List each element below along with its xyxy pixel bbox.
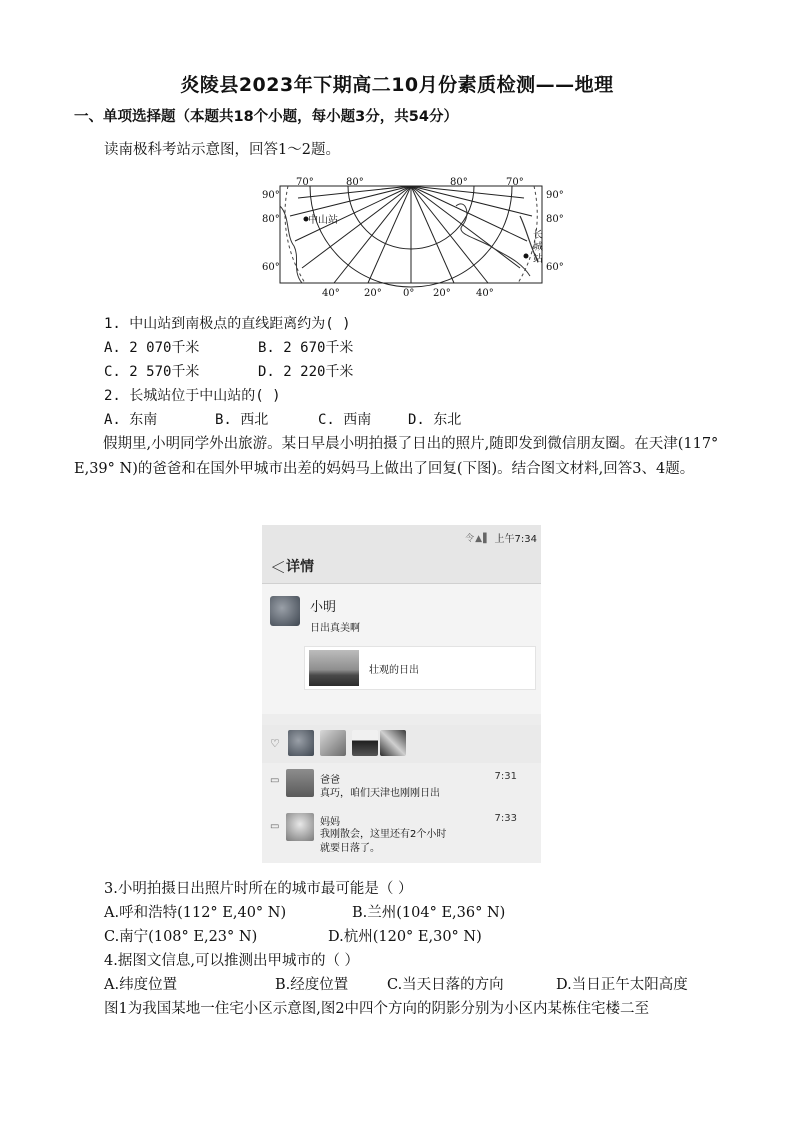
- q1-option-d: D. 2 220千米: [258, 364, 354, 380]
- bottom-label-5: 40°: [476, 288, 494, 299]
- signal-icon: 令▲▌: [465, 534, 491, 544]
- like-avatar[interactable]: [320, 730, 346, 756]
- left-label-2: 80°: [262, 214, 280, 225]
- likes-row: [262, 725, 541, 763]
- like-avatar[interactable]: [380, 730, 406, 756]
- shared-link-card[interactable]: [304, 646, 536, 690]
- like-avatar[interactable]: [288, 730, 314, 756]
- bottom-label-4: 20°: [433, 288, 451, 299]
- comment-author[interactable]: 妈妈: [320, 817, 340, 828]
- q2-stem: 2. 长城站位于中山站的( ): [104, 388, 281, 404]
- nav-bar: [262, 547, 541, 584]
- q4-option-b: B.经度位置: [275, 977, 349, 993]
- q4-option-a: A.纬度位置: [104, 977, 178, 993]
- q1-option-c: C. 2 570千米: [104, 364, 200, 380]
- outer-circle-left: [285, 186, 305, 283]
- page-title: 炎陵县2023年下期高二10月份素质检测——地理: [180, 74, 614, 96]
- status-bar: [262, 525, 541, 547]
- map-frame: [280, 186, 542, 287]
- changcheng-station-marker: [524, 254, 529, 259]
- coastline-left: [280, 206, 302, 283]
- nav-title: 详情: [286, 559, 314, 575]
- bottom-label-3: 0°: [403, 288, 415, 299]
- right-label-3: 60°: [546, 262, 564, 273]
- comments-section: [262, 763, 541, 863]
- post-author[interactable]: 小明: [310, 600, 337, 615]
- q1-option-a: A. 2 070千米: [104, 340, 200, 356]
- next-question-text: 图1为我国某地一住宅小区示意图,图2中四个方向的阴影分别为小区内某栋住宅楼二至: [104, 1001, 650, 1017]
- q4-stem: 4.据图文信息,可以推测出甲城市的（ ）: [104, 953, 360, 969]
- status-time: 上午7:34: [494, 534, 537, 545]
- comment-avatar[interactable]: [286, 769, 314, 797]
- top-label-1: 70°: [296, 177, 314, 188]
- q2-option-c: C. 西南: [318, 412, 372, 428]
- right-label-2: 80°: [546, 214, 564, 225]
- q2-option-a: A. 东南: [104, 412, 158, 428]
- comment-text-line-1: 我刚散会，这里还有2个小时: [320, 829, 447, 840]
- q4-option-d: D.当日正午太阳高度: [556, 977, 688, 993]
- antarctic-map: [250, 176, 572, 300]
- top-label-3: 80°: [450, 177, 468, 188]
- top-label-2: 80°: [346, 177, 364, 188]
- coastline-right: [456, 204, 530, 276]
- passage: 假期里,小明同学外出旅游。某日早晨小明拍摄了日出的照片,随即发到微信朋友圈。在天津(117° E,39° N)的爸爸和在国外甲城市出差的妈妈马上做出了回复(下图)。结合图文材料,回答3、4题。: [74, 436, 719, 477]
- comment-icon: ▭: [270, 821, 280, 832]
- q4-option-c: C.当天日落的方向: [387, 977, 504, 993]
- comment-text-line-2: 就要日落了。: [320, 843, 380, 854]
- like-avatar[interactable]: [352, 730, 378, 756]
- back-icon[interactable]: ＜: [270, 558, 287, 577]
- left-label-3: 60°: [262, 262, 280, 273]
- section-heading: 一、单项选择题（本题共18个小题，每小题3分，共54分）: [74, 109, 458, 125]
- changcheng-label-3: 站: [533, 254, 543, 265]
- q3-option-c: C.南宁(108° E,23° N): [104, 929, 258, 945]
- shared-title: 壮观的日出: [369, 665, 419, 676]
- changcheng-label-2: 城: [533, 242, 543, 253]
- q3-option-d: D.杭州(120° E,30° N): [328, 929, 482, 945]
- left-label-1: 90°: [262, 190, 280, 201]
- q3-option-b: B.兰州(104° E,36° N): [352, 905, 506, 921]
- comment-time: 7:31: [494, 771, 517, 782]
- comment-avatar[interactable]: [286, 813, 314, 841]
- heart-icon: ♡: [270, 737, 280, 750]
- wechat-screenshot: [262, 525, 541, 863]
- q3-stem: 3.小明拍摄日出照片时所在的城市最可能是（ ）: [104, 881, 413, 897]
- comment-text: 真巧，咱们天津也刚刚日出: [320, 788, 440, 799]
- avatar[interactable]: [270, 596, 300, 626]
- changcheng-label-1: 长: [533, 230, 543, 241]
- comment-icon: ▭: [270, 775, 280, 786]
- top-label-4: 70°: [506, 177, 524, 188]
- right-label-1: 90°: [546, 190, 564, 201]
- q2-option-d: D. 东北: [408, 412, 462, 428]
- q1-stem: 1. 中山站到南极点的直线距离约为( ): [104, 316, 351, 332]
- bottom-label-2: 20°: [364, 288, 382, 299]
- sunrise-thumbnail: [309, 650, 359, 686]
- comment-time: 7:33: [494, 813, 517, 824]
- section-intro: 读南极科考站示意图，回答1～2题。: [104, 142, 340, 158]
- q2-option-b: B. 西北: [215, 412, 269, 428]
- moment-post: [262, 584, 541, 714]
- q3-option-a: A.呼和浩特(112° E,40° N): [104, 905, 287, 921]
- zhongshan-label: 中山站: [308, 215, 338, 226]
- q1-option-b: B. 2 670千米: [258, 340, 354, 356]
- post-text: 日出真美啊: [310, 623, 360, 634]
- bottom-label-1: 40°: [322, 288, 340, 299]
- comment-author[interactable]: 爸爸: [320, 775, 340, 786]
